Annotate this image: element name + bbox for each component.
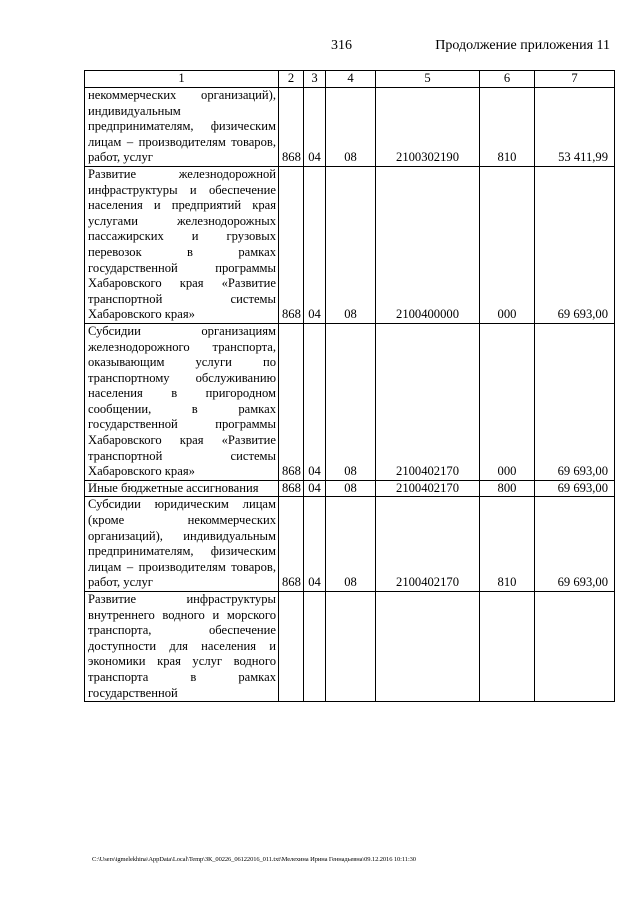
cell-expense-type: 000	[480, 323, 535, 480]
cell-ministry-code: 868	[279, 480, 304, 497]
cell-expense-type	[480, 592, 535, 702]
cell-subsection: 08	[326, 480, 376, 497]
table-row	[85, 497, 615, 592]
cell-ministry-code: 868	[279, 323, 304, 480]
cell-subsection	[326, 592, 376, 702]
cell-ministry-code: 868	[279, 497, 304, 592]
cell-target-article: 2100402170	[376, 323, 480, 480]
cell-amount: 69 693,00	[535, 480, 615, 497]
cell-section: 04	[304, 166, 326, 323]
table-row	[85, 88, 615, 167]
cell-subsection: 08	[326, 323, 376, 480]
cell-section: 04	[304, 497, 326, 592]
cell-target-article: 2100302190	[376, 88, 480, 167]
cell-section: 04	[304, 323, 326, 480]
cell-subsection: 08	[326, 88, 376, 167]
cell-ministry-code: 868	[279, 88, 304, 167]
row-description: Субсидии юридическим лицам (кроме некоммерческих организаций), индивидуальным предпринимателям, физическим лицам – производителям товаров, работ, услуг	[85, 497, 279, 592]
cell-amount: 69 693,00	[535, 497, 615, 592]
cell-target-article: 2100400000	[376, 166, 480, 323]
cell-subsection: 08	[326, 497, 376, 592]
table-row	[85, 323, 615, 480]
row-description: Развитие железнодорожной инфраструктуры и обеспечение населения и предприятий края услугами железнодорожных пассажирских и грузовых перевозок в рамках государственной программы Хабаровского края «Развитие транспортной системы Хабаровского края»	[85, 166, 279, 323]
cell-subsection: 08	[326, 166, 376, 323]
table-row	[85, 592, 615, 702]
column-header-1: 1	[85, 71, 279, 88]
row-description: Субсидии организациям железнодорожного транспорта, оказывающим услуги по транспортному обслуживанию населения в пригородном сообщении, в рамках государственной программы Хабаровского края «Развитие транспортной системы Хабаровского края»	[85, 323, 279, 480]
cell-amount: 69 693,00	[535, 323, 615, 480]
column-header-5: 5	[376, 71, 480, 88]
budget-table	[84, 70, 615, 702]
cell-expense-type: 810	[480, 497, 535, 592]
file-path-footer: C:\Users\igmelekhina\AppData\Local\Temp\ЗК_00226_06122016_011.txt\Мелехина Ирина Геннадьевна\09.12.2016 10:11:30	[92, 856, 416, 863]
cell-section: 04	[304, 480, 326, 497]
cell-ministry-code	[279, 592, 304, 702]
row-description: Иные бюджетные ассигнования	[85, 480, 279, 497]
column-header-6: 6	[480, 71, 535, 88]
appendix-title: Продолжение приложения 11	[435, 38, 610, 53]
cell-amount	[535, 592, 615, 702]
row-description: Развитие инфраструктуры внутреннего водного и морского транспорта, обеспечение доступности для населения и экономики края услуг водного транспорта в рамках государственной	[85, 592, 279, 702]
column-header-3: 3	[304, 71, 326, 88]
row-description: некоммерческих организаций), индивидуальным предпринимателям, физическим лицам – производителям товаров, работ, услуг	[85, 88, 279, 167]
cell-expense-type: 800	[480, 480, 535, 497]
column-header-2: 2	[279, 71, 304, 88]
cell-target-article	[376, 592, 480, 702]
table-row	[85, 480, 615, 497]
cell-section: 04	[304, 88, 326, 167]
table-row	[85, 166, 615, 323]
column-header-4: 4	[326, 71, 376, 88]
page-number: 316	[331, 38, 352, 53]
table-header-row	[85, 71, 615, 88]
cell-target-article: 2100402170	[376, 497, 480, 592]
cell-target-article: 2100402170	[376, 480, 480, 497]
cell-amount: 53 411,99	[535, 88, 615, 167]
cell-amount: 69 693,00	[535, 166, 615, 323]
cell-expense-type: 810	[480, 88, 535, 167]
cell-section	[304, 592, 326, 702]
cell-expense-type: 000	[480, 166, 535, 323]
column-header-7: 7	[535, 71, 615, 88]
cell-ministry-code: 868	[279, 166, 304, 323]
